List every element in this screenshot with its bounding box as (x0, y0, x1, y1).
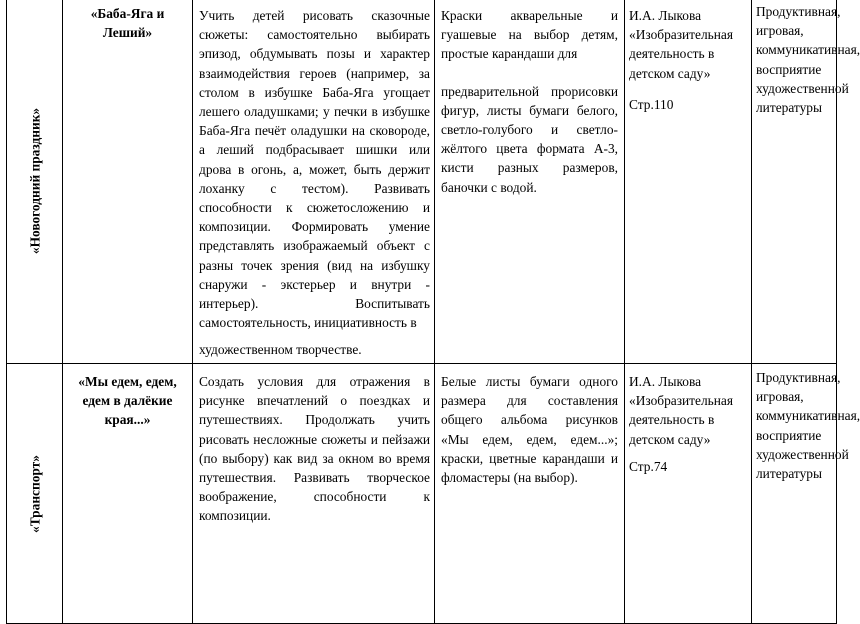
table-row (7, 0, 837, 364)
literature-cell (625, 0, 752, 364)
activity-forms-cell (752, 364, 860, 624)
lesson-title-cell (63, 0, 193, 364)
materials-cell (435, 0, 625, 364)
lesson-title: «Мы едем, едем, едем в далёкие края...» (78, 374, 177, 428)
theme-cell (7, 364, 63, 624)
materials-text: Белые листы бумаги одного размера для составления общего альбома рисунков «Мы едем, едем, едем...»; краски, цветные карандаши и фломастеры (на выбор). (441, 374, 618, 486)
literature-page: Стр.74 (629, 458, 668, 474)
theme-label: «Новогодний праздник» (26, 107, 42, 254)
materials-text-continuation: предварительной прорисовки фигур, листы бумаги белого, светло-голубого и светло-жёлтого цвета формата А-3, кисти разных размеров, баночки с водой. (441, 83, 618, 195)
activity-forms-cell (752, 0, 860, 364)
goals-text: Учить детей рисовать сказочные сюжеты: самостоятельно выбирать эпизод, обдумывать позы и характер взаимодействия героев (например, за столом в избушке Баба-Яга угощает лешего оладушками; у печки в избушке Баба-Яга печёт оладушки на сковороде, а леший подбрасывает шишки или дрова в огонь, а, может, быть держит лоханку с тестом). Развивать способности к сюжетосложению и композиции. Формировать умение представлять изображаемый объект с разны точек зрения (вид на избушку снаружи - экстерьер и внутри - интерьер). Воспитывать самостоятельность, инициативность в (199, 8, 430, 331)
goals-cell (193, 364, 435, 624)
theme-cell (7, 0, 63, 364)
theme-label: «Транспорт» (26, 454, 42, 533)
goals-text: Создать условия для отражения в рисунке впечатлений о поездках и путешествиях. Продолжать учить рисовать несложные сюжеты и пейзажи (по выбору) как вид за окном во время путешествия. Развивать творческое воображение, способности к композиции. (199, 374, 430, 524)
goals-text-continuation: художественном творчестве. (199, 342, 362, 358)
lesson-plan-table (6, 0, 860, 624)
materials-cell (435, 364, 625, 624)
lesson-title-cell (63, 364, 193, 624)
literature-reference: И.А. Лыкова «Изобразительная деятельность в детском саду» (629, 8, 734, 81)
literature-reference: И.А. Лыкова «Изобразительная деятельность в детском саду» (629, 374, 734, 447)
lesson-title: «Баба-Яга и Леший» (90, 6, 165, 41)
activity-forms: Продуктивная, игровая, коммуникативная, восприятие художественной литературы (756, 4, 860, 116)
materials-text: Краски акварельные и гуашевые на выбор детям, простые карандаши для (441, 8, 618, 62)
activity-forms: Продуктивная, игровая, коммуникативная, восприятие художественной литературы (756, 370, 860, 482)
goals-cell (193, 0, 435, 364)
literature-cell (625, 364, 752, 624)
literature-page: Стр.110 (629, 96, 674, 112)
table-row (7, 364, 837, 624)
